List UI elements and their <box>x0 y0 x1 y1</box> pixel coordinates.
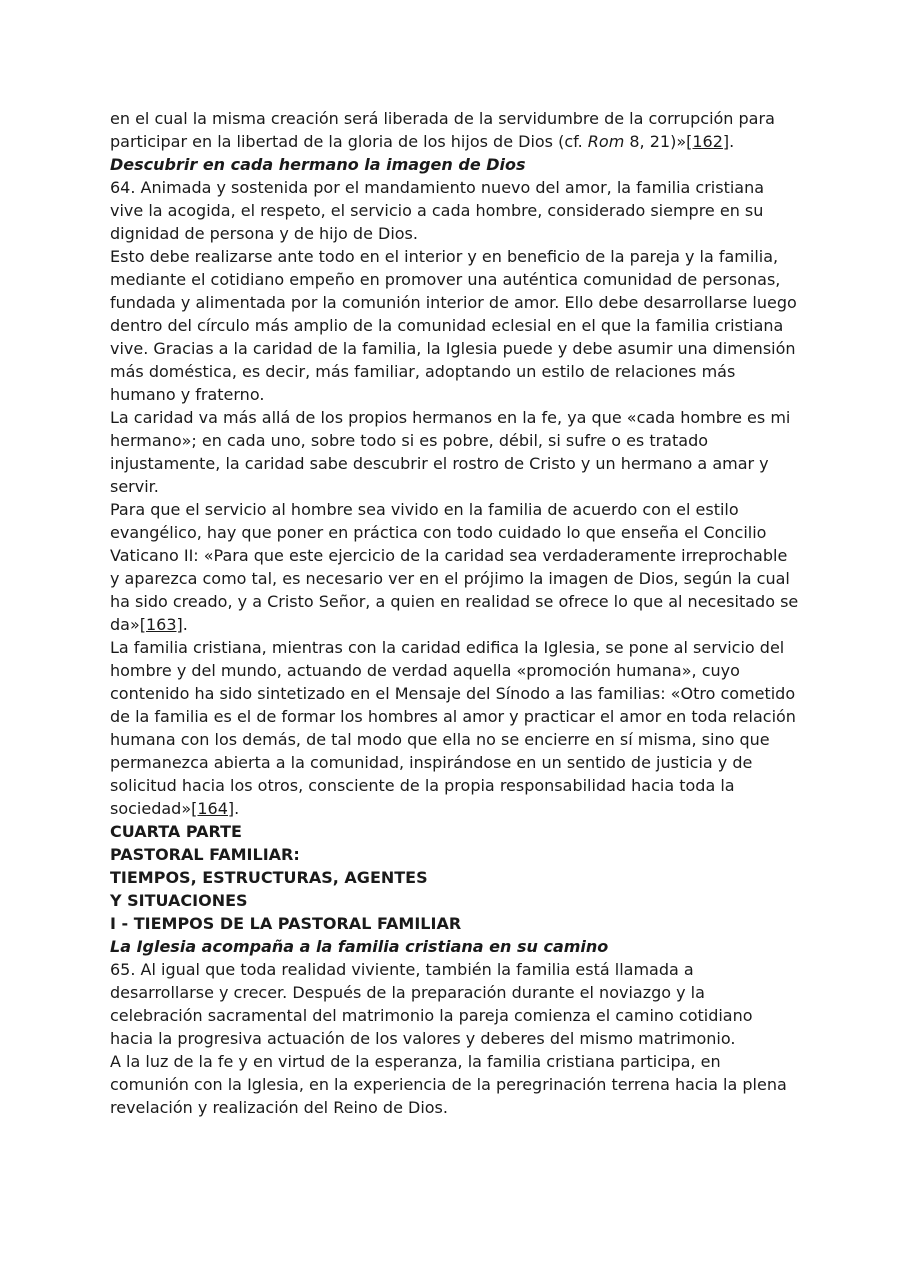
paragraph-text: . <box>234 799 240 818</box>
paragraph <box>110 636 800 820</box>
part-title: CUARTA PARTE <box>110 822 242 841</box>
footnote-link-164[interactable]: [164] <box>191 799 235 818</box>
paragraph-65: 65. Al igual que toda realidad viviente, también la familia está llamada a desarrollarse y crecer. Después de la preparación durante el noviazgo y la celebración sacramental del matrimonio la pareja comienza el camino cotidiano hacia la progresiva actuación de los valores y deberes del mismo matrimonio. <box>110 960 753 1048</box>
paragraph-continuation <box>110 107 800 153</box>
part-subtitle: Y SITUACIONES <box>110 891 248 910</box>
footnote-link-163[interactable]: [163] <box>139 615 183 634</box>
chapter-title: I - TIEMPOS DE LA PASTORAL FAMILIAR <box>110 914 462 933</box>
footnote-link-162[interactable]: [162] <box>686 132 730 151</box>
paragraph-text: Para que el servicio al hombre sea vivido en la familia de acuerdo con el estilo evangélico, hay que poner en práctica con todo cuidado lo que enseña el Concilio Vaticano II: «Para que este ejercicio de la caridad sea verdaderamente irreprochable y aparezca como tal, es necesario ver en el prójimo la imagen de Dios, según la cual ha sido creado, y a Cristo Señor, a quien en realidad se ofrece lo que al necesitado se da» <box>110 500 799 634</box>
paragraph-64: 64. Animada y sostenida por el mandamiento nuevo del amor, la familia cristiana vive la acogida, el respeto, el servicio a cada hombre, considerado siempre en su dignidad de persona y de hijo de Dios. <box>110 178 765 243</box>
paragraph-text: en el cual la misma creación será liberada de la servidumbre de la corrupción para participar en la libertad de la gloria de los hijos de Dios (cf. <box>110 109 775 151</box>
scripture-reference: Rom <box>587 132 625 151</box>
part-subtitle: TIEMPOS, ESTRUCTURAS, AGENTES <box>110 868 428 887</box>
paragraph <box>110 498 800 636</box>
paragraph-text: . <box>182 615 188 634</box>
paragraph-text: . <box>729 132 735 151</box>
paragraph-text: La familia cristiana, mientras con la caridad edifica la Iglesia, se pone al servicio del hombre y del mundo, actuando de verdad aquella «promoción humana», cuyo contenido ha sido sintetizado en el Mensaje del Sínodo a las familias: «Otro cometido de la familia es el de formar los hombres al amor y practicar el amor en toda relación humana con los demás, de tal modo que ella no se encierre en sí misma, sino que permanezca abierta a la comunidad, inspirándose en un sentido de justicia y de solicitud hacia los otros, consciente de la propia responsabilidad hacia toda la sociedad» <box>110 638 796 818</box>
part-subtitle: PASTORAL FAMILIAR: <box>110 845 300 864</box>
paragraph-text: 8, 21)» <box>624 132 687 151</box>
section-heading: La Iglesia acompaña a la familia cristiana en su camino <box>110 937 609 956</box>
paragraph: A la luz de la fe y en virtud de la esperanza, la familia cristiana participa, en comunión con la Iglesia, en la experiencia de la peregrinación terrena hacia la plena revelación y realización del Reino de Dios. <box>110 1052 787 1117</box>
document-page <box>110 107 800 1119</box>
paragraph: Esto debe realizarse ante todo en el interior y en beneficio de la pareja y la familia, mediante el cotidiano empeño en promover una auténtica comunidad de personas, fundada y alimentada por la comunión interior de amor. Ello debe desarrollarse luego dentro del círculo más amplio de la comunidad eclesial en el que la familia cristiana vive. Gracias a la caridad de la familia, la Iglesia puede y debe asumir una dimensión más doméstica, es decir, más familiar, adoptando un estilo de relaciones más humano y fraterno. <box>110 247 797 404</box>
paragraph: La caridad va más allá de los propios hermanos en la fe, ya que «cada hombre es mi hermano»; en cada uno, sobre todo si es pobre, débil, si sufre o es tratado injustamente, la caridad sabe descubrir el rostro de Cristo y un hermano a amar y servir. <box>110 408 791 496</box>
section-heading: Descubrir en cada hermano la imagen de Dios <box>110 155 526 174</box>
